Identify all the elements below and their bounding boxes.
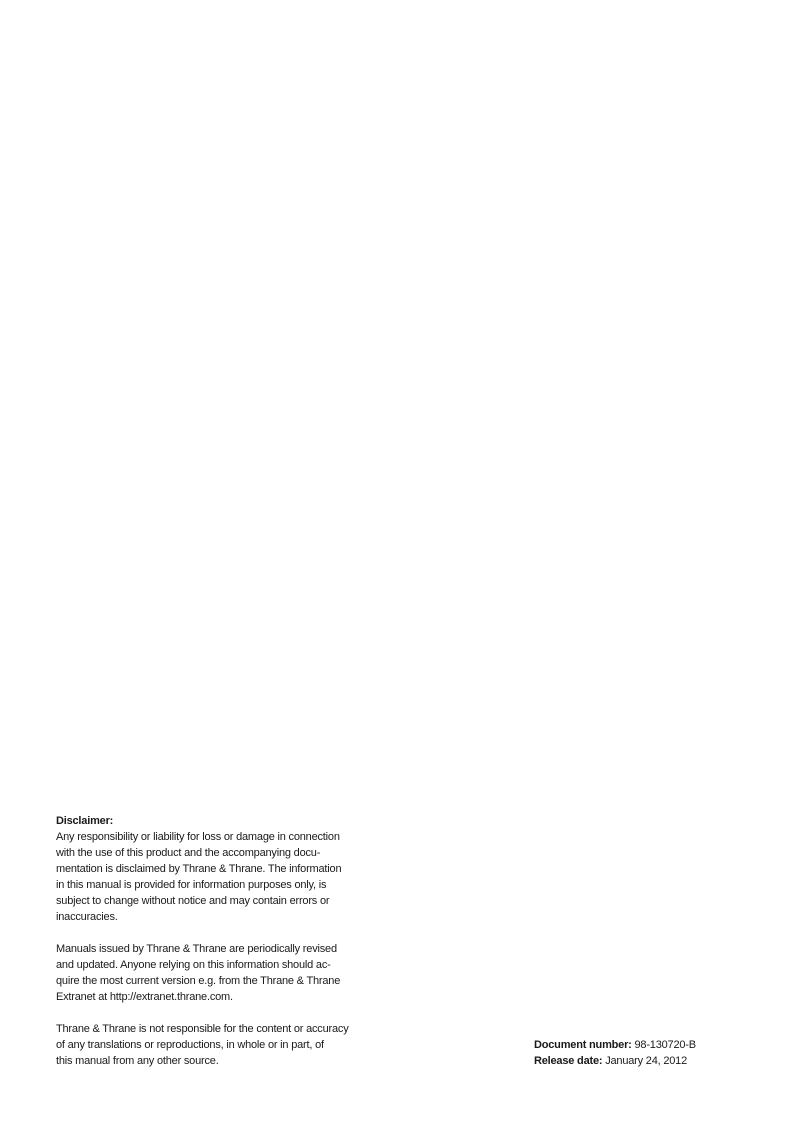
disclaimer-paragraph-3 [56, 1021, 376, 1069]
disclaimer-line: Any responsibility or liability for loss or damage in connection [56, 831, 340, 843]
disclaimer-line: this manual from any other source. [56, 1055, 219, 1067]
disclaimer-line: Thrane & Thrane is not responsible for the content or accuracy [56, 1023, 349, 1035]
disclaimer-line: quire the most current version e.g. from the Thrane & Thrane [56, 975, 341, 987]
document-number-value: 98-130720-B [634, 1039, 696, 1051]
disclaimer-line: Extranet at http://extranet.thrane.com. [56, 991, 233, 1003]
disclaimer-paragraph-2 [56, 941, 376, 1005]
disclaimer-line: and updated. Anyone relying on this information should ac- [56, 959, 331, 971]
document-number-label: Document number: [534, 1039, 635, 1051]
disclaimer-line: Manuals issued by Thrane & Thrane are periodically revised [56, 943, 337, 955]
release-date-row [534, 1053, 734, 1069]
disclaimer-line: of any translations or reproductions, in whole or in part, of [56, 1039, 324, 1051]
disclaimer-line: with the use of this product and the accompanying docu- [56, 847, 321, 859]
disclaimer-paragraph-1 [56, 829, 376, 925]
document-info [534, 1037, 734, 1069]
disclaimer-line: subject to change without notice and may contain errors or [56, 895, 330, 907]
release-date-value: January 24, 2012 [605, 1055, 687, 1067]
disclaimer-heading: Disclaimer: [56, 815, 114, 827]
disclaimer-line: inaccuracies. [56, 911, 118, 923]
disclaimer-line: mentation is disclaimed by Thrane & Thrane. The information [56, 863, 342, 875]
document-number-row [534, 1037, 734, 1053]
disclaimer-line: in this manual is provided for information purposes only, is [56, 879, 327, 891]
release-date-label: Release date: [534, 1055, 606, 1067]
disclaimer-block [56, 813, 376, 1085]
